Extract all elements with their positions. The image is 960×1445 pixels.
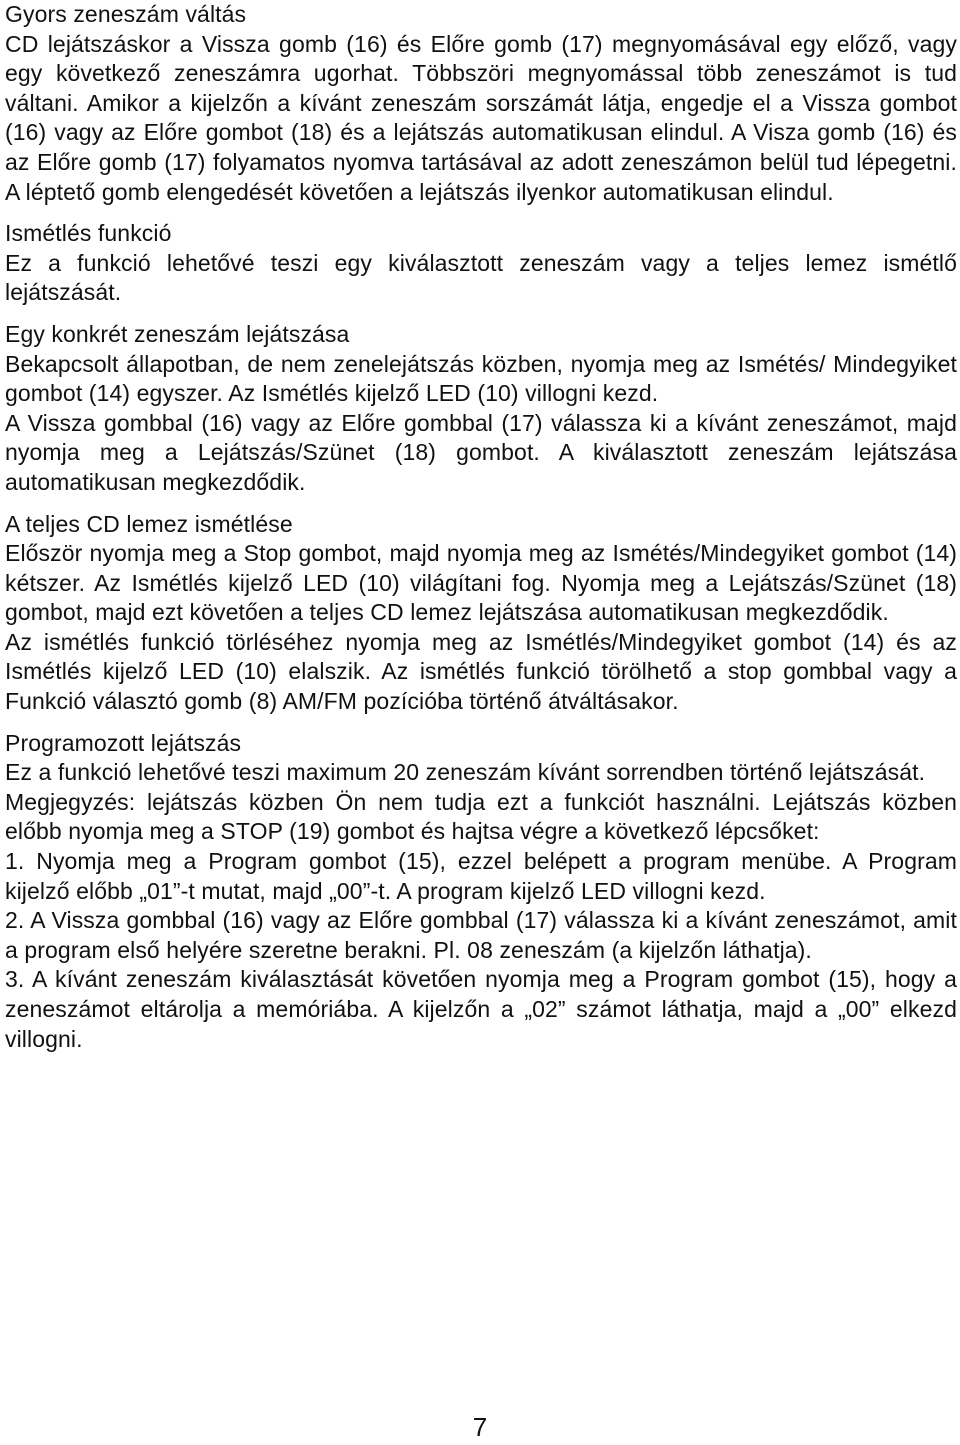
step-2: 2. A Vissza gombbal (16) vagy az Előre gombbal (17) válassza ki a kívánt zeneszámot, amit a program első helyére szeretne berakni. Pl. 08 zeneszám (a kijelzőn láthatja). [5,907,957,963]
step-3: 3. A kívánt zeneszám kiválasztását követően nyomja meg a Program gombot (15), hogy a zeneszámot eltárolja a memóriába. A kijelzőn a „02” számot láthatja, majd a „00” elkezd villogni. [5,966,957,1052]
section-repeat-function [5,219,957,308]
step-1: 1. Nyomja meg a Program gombot (15), ezzel belépett a program menübe. A Program kijelző előbb „01”-t mutat, majd „00”-t. A program kijelző LED villogni kezd. [5,848,957,904]
section-full-cd-repeat [5,510,957,717]
section-heading: Programozott lejátszás [5,729,242,756]
document-page [5,0,957,1066]
paragraph: Ez a funkció lehetővé teszi egy kiválasztott zeneszám vagy a teljes lemez ismétlő lejátszását. [5,249,957,306]
paragraph: Az ismétlés funkció törléséhez nyomja meg az Ismétlés/Mindegyiket gombot (14) és az Ismétlés kijelző LED (10) elalszik. Az ismétlés funkció törölhető a stop gombbal vagy a Funkció választó gomb (8) AM/FM pozícióba történő átváltásakor. [5,628,957,715]
paragraph: A Vissza gombbal (16) vagy az Előre gombbal (17) válassza ki a kívánt zeneszámot, majd nyomja meg a Lejátszás/Szünet (18) gombot. A kiválasztott zeneszám lejátszása automatikusan megkezdődik. [5,409,957,495]
paragraph: Ez a funkció lehetővé teszi maximum 20 zeneszám kívánt sorrendben történő lejátszását. [5,759,926,786]
paragraph: Először nyomja meg a Stop gombot, majd nyomja meg az Ismétés/Mindegyiket gombot (14) kétszer. Az Ismétlés kijelző LED (10) világítani fog. Nyomja meg a Lejátszás/Szünet (18) gombot, majd ezt követően a teljes CD lemez lejátszása automatikusan megkezdődik. [5,540,957,626]
section-quick-track-change [5,0,957,207]
paragraph: CD lejátszáskor a Vissza gomb (16) és Előre gomb (17) megnyomásával egy előző, vagy egy következő zeneszámra ugorhat. Többszöri megnyomással több zeneszámot is tud váltani. Amikor a kijelzőn a kívánt zeneszám sorszámát látja, engedje el a Vissza gombot (16) vagy az Előre gombot (18) és a lejátszás automatikusan elindul. A Visza gomb (16) és az Előre gomb (17) folyamatos nyomva tartásával az adott zeneszámon belül tud lépegetni. A léptető gomb elengedését követően a lejátszás ilyenkor automatikusan elindul. [5,30,957,205]
section-heading: Ismétlés funkció [5,220,172,247]
page-number: 7 [472,1412,488,1442]
paragraph: Bekapcsolt állapotban, de nem zenelejátszás közben, nyomja meg az Ismétés/ Mindegyiket gombot (14) egyszer. Az Ismétlés kijelző LED (10) villogni kezd. [5,350,957,407]
section-heading: Egy konkrét zeneszám lejátszása [5,320,350,347]
section-heading: A teljes CD lemez ismétlése [5,510,293,537]
section-programmed-play [5,729,957,1055]
note-paragraph: Megjegyzés: lejátszás közben Ön nem tudja ezt a funkciót használni. Lejátszás közben előbb nyomja meg a STOP (19) gombot és hajtsa végre a következő lépcsőket: [5,788,957,845]
section-heading: Gyors zeneszám váltás [5,1,247,27]
section-single-track-play [5,320,957,498]
